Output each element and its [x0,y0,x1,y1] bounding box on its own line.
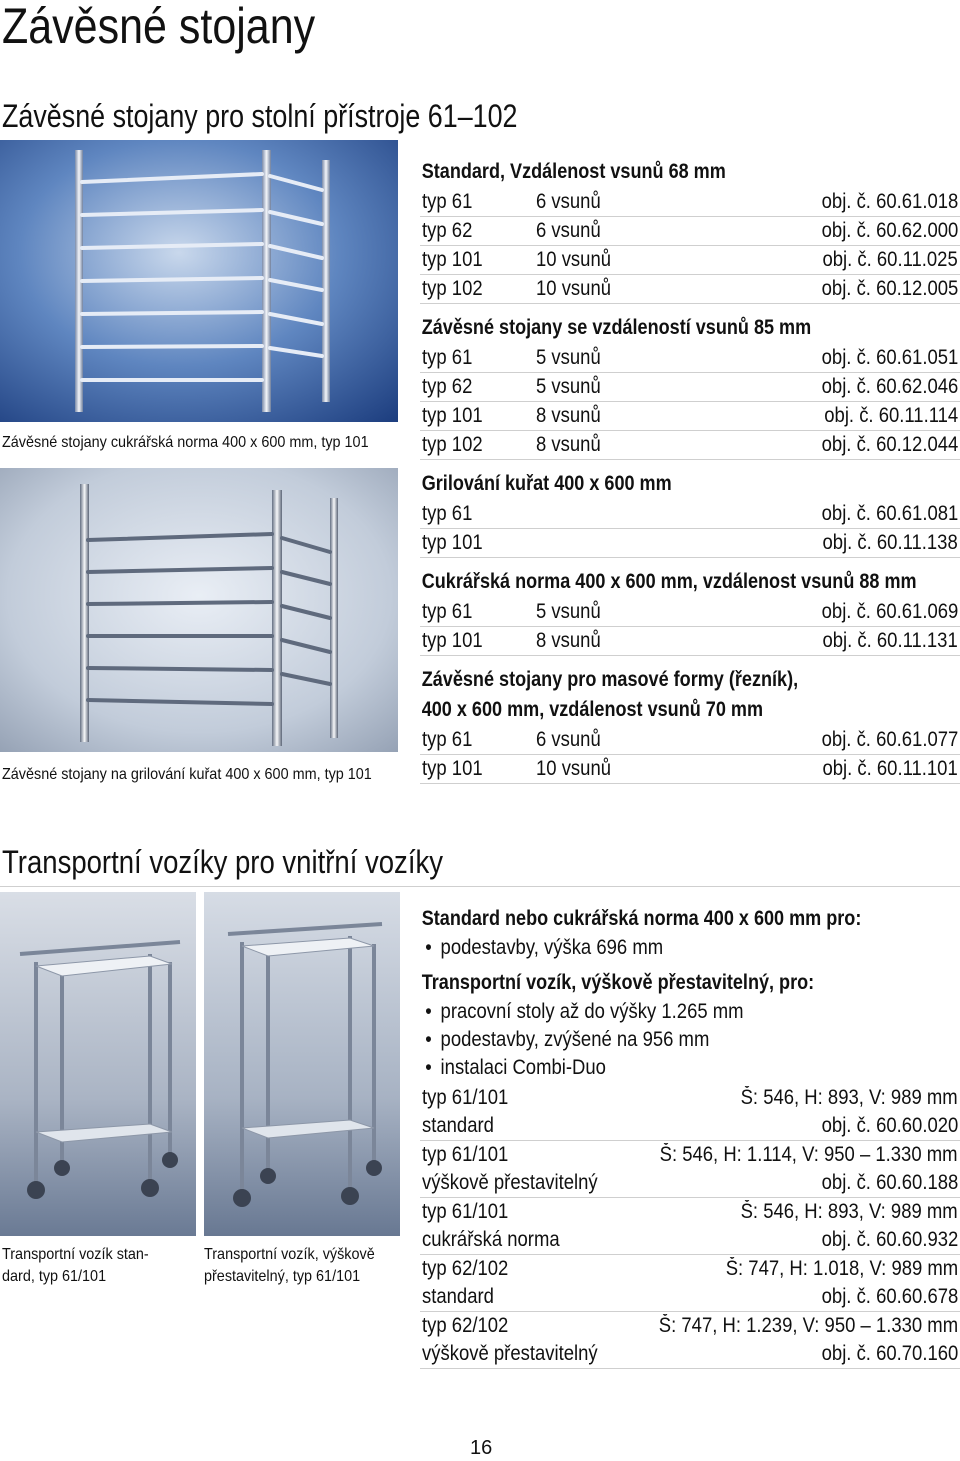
list-item: • instalaci Combi-Duo [420,1054,895,1082]
caption-cart-standard: Transportní vozík stan- dard, typ 61/101 [2,1246,149,1285]
caption-cart-adjustable: Transportní vozík, výškově přestavitelný, typ 61/101 [204,1246,375,1285]
photo-cart-adjustable [204,892,400,1236]
group-heading-line2: 400 x 600 mm, vzdálenost vsunů 70 mm [421,698,764,721]
spec-row: typ 61/101 Š: 546, H: 893, V: 989 mm [422,1086,958,1109]
spec-row: typ 62/102 Š: 747, H: 1.018, V: 989 mm [422,1257,958,1280]
caption-pastry-rack: Závěsné stojany cukrářská norma 400 x 600 mm, typ 101 [2,434,369,451]
spec-row: typ 61/101 Š: 546, H: 893, V: 989 mm [422,1200,958,1223]
list-item: • pracovní stoly až do výšky 1.265 mm [420,998,895,1026]
cart-standard-image [0,892,196,1236]
table-row: typ 62 6 vsunů obj. č. 60.62.000 [420,217,960,246]
table-row: typ 102 10 vsunů obj. č. 60.12.005 [420,275,960,304]
section-title-carts: Transportní vozíky pro vnitřní vozíky [2,844,443,880]
page-number: 16 [470,1437,493,1459]
table-row: typ 101 10 vsunů obj. č. 60.11.101 [420,755,960,784]
caption-grill-rack: Závěsné stojany na grilování kuřat 400 x 600 mm, typ 101 [2,766,372,783]
spec-row: standard obj. č. 60.60.020 [420,1112,960,1141]
rack-order-table [420,158,960,784]
rack-image [0,140,398,422]
list-item: • podestavby, výška 696 mm [420,934,895,962]
table-row: typ 61 obj. č. 60.61.081 [420,500,960,529]
spec-row: typ 61/101 Š: 546, H: 1.114, V: 950 – 1.330 mm [422,1143,958,1166]
page-title: Závěsné stojany [2,0,316,54]
group-heading: Cukrářská norma 400 x 600 mm, vzdálenost vsunů 88 mm [421,570,917,593]
spec-row: typ 62/102 Š: 747, H: 1.239, V: 950 – 1.330 mm [422,1314,958,1337]
cart-info-heading: Standard nebo cukrářská norma 400 x 600 mm pro: [421,907,862,930]
cart-spec-table [420,1084,960,1369]
spec-row: standard obj. č. 60.60.678 [420,1283,960,1312]
table-row: typ 101 obj. č. 60.11.138 [420,529,960,558]
table-row: typ 61 6 vsunů obj. č. 60.61.018 [420,188,960,217]
cart-adjustable-image [204,892,400,1236]
section-divider [0,886,960,887]
table-row: typ 102 8 vsunů obj. č. 60.12.044 [420,431,960,460]
list-item: • podestavby, zvýšené na 956 mm [420,1026,895,1054]
table-row: typ 61 5 vsunů obj. č. 60.61.069 [420,598,960,627]
grill-rack-image [0,468,398,752]
group-heading: Grilování kuřat 400 x 600 mm [421,472,672,495]
group-heading: Standard, Vzdálenost vsunů 68 mm [421,160,726,183]
section-title-racks: Závěsné stojany pro stolní přístroje 61–102 [2,98,518,134]
photo-cart-standard [0,892,196,1236]
table-row: typ 101 8 vsunů obj. č. 60.11.131 [420,627,960,656]
table-row: typ 101 8 vsunů obj. č. 60.11.114 [420,402,960,431]
table-row: typ 61 6 vsunů obj. č. 60.61.077 [420,726,960,755]
table-row: typ 61 5 vsunů obj. č. 60.61.051 [420,344,960,373]
spec-row: výškově přestavitelný obj. č. 60.60.188 [420,1169,960,1198]
table-row: typ 62 5 vsunů obj. č. 60.62.046 [420,373,960,402]
group-heading: Závěsné stojany se vzdáleností vsunů 85 mm [421,316,812,339]
photo-grill-rack [0,468,398,752]
cart-info [420,904,960,1082]
spec-row: cukrářská norma obj. č. 60.60.932 [420,1226,960,1255]
spec-row: výškově přestavitelný obj. č. 60.70.160 [420,1340,960,1369]
table-row: typ 101 10 vsunů obj. č. 60.11.025 [420,246,960,275]
group-heading: Závěsné stojany pro masové formy (řezník), [421,668,799,691]
cart-info-heading: Transportní vozík, výškově přestavitelný, pro: [421,971,815,994]
photo-pastry-rack [0,140,398,422]
